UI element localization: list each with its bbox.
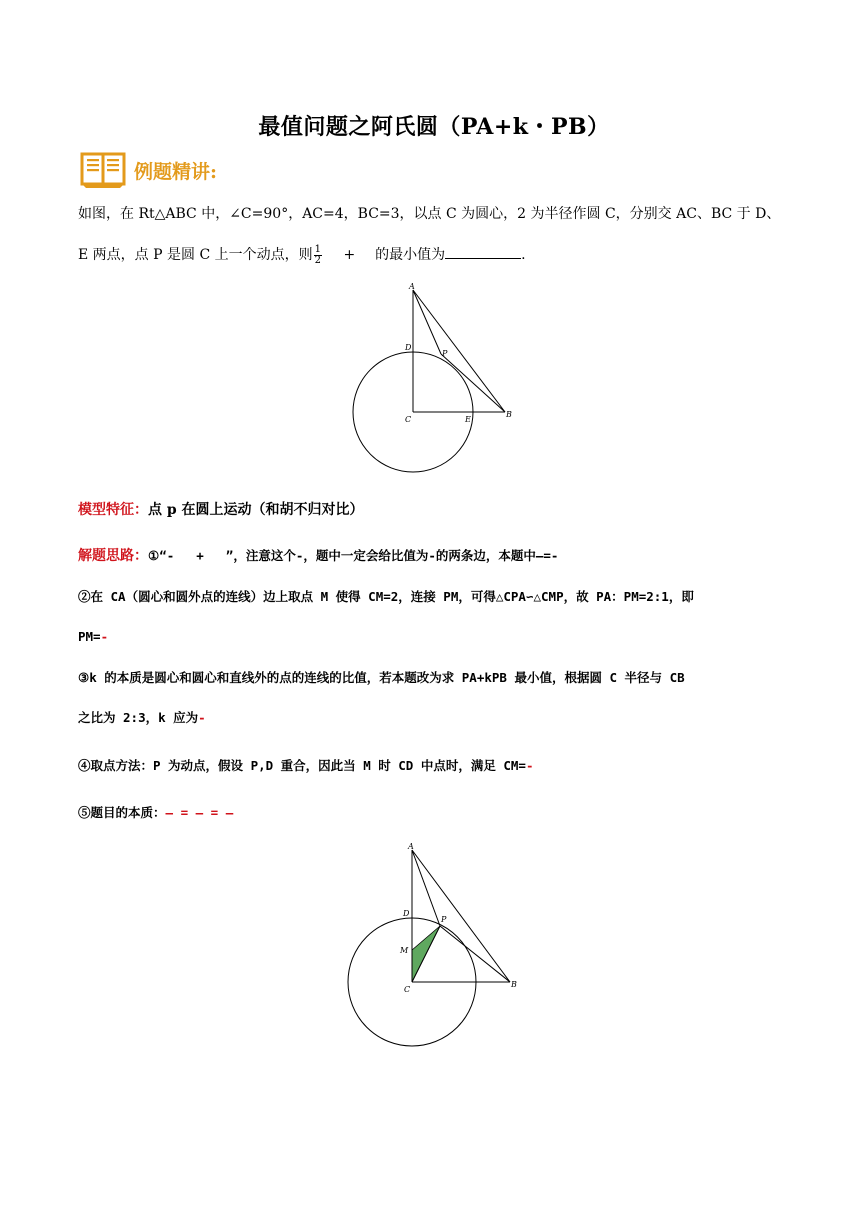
step3-red: - bbox=[198, 710, 206, 725]
label-p: P bbox=[442, 349, 448, 358]
segment-ab bbox=[412, 850, 510, 982]
segment-ap bbox=[412, 850, 440, 926]
fraction-numerator: 1 bbox=[314, 243, 321, 255]
step5-red: — = — = — bbox=[165, 805, 234, 820]
problem-text-tail: 的最小值为 bbox=[375, 247, 446, 263]
figure-2 bbox=[340, 838, 530, 1053]
solution-step-3-line-2 bbox=[78, 708, 793, 728]
label-m: M bbox=[400, 946, 409, 955]
solution-step-4 bbox=[78, 756, 793, 776]
problem-period: . bbox=[521, 247, 526, 263]
solution-step-2-line-2 bbox=[78, 627, 793, 647]
label-c: C bbox=[405, 415, 412, 424]
label-d: D bbox=[403, 909, 410, 918]
step4-red: - bbox=[525, 758, 534, 773]
page-title: 最值问题之阿氏圆（PA+k・PB） bbox=[258, 114, 610, 140]
solution-step-1 bbox=[78, 546, 793, 566]
segment-pb bbox=[441, 354, 505, 412]
segment-ab bbox=[413, 290, 505, 412]
label-a: A bbox=[409, 282, 415, 291]
label-b: B bbox=[506, 410, 512, 419]
problem-line-1: 如图，在 Rt△ABC 中，∠C=90°，AC=4，BC=3，以点 C 为圆心，2 为半径作圆 C，分别交 AC、BC 于 D、 bbox=[78, 206, 781, 222]
solution-step-2-line-1: ②在 CA（圆心和圆外点的连线）边上取点 M 使得 CM=2，连接 PM，可得△CPA∽△CMP，故 PA：PM=2:1，即 bbox=[78, 589, 694, 604]
step4-text: ④取点方法：P 为动点，假设 P,D 重合，因此当 M 时 CD 中点时，满足 CM= bbox=[78, 758, 526, 773]
label-a: A bbox=[408, 842, 414, 851]
answer-blank[interactable] bbox=[445, 244, 521, 259]
model-feature bbox=[78, 500, 793, 520]
model-text: 点 p 在圆上运动（和胡不归对比） bbox=[148, 502, 364, 518]
step1-part-c: ”，注意这个-，题中一定会给比值为-的两条边，本题中—=- bbox=[225, 548, 559, 563]
step1-part-b: + bbox=[196, 548, 204, 563]
step2-red: - bbox=[100, 629, 109, 644]
fraction-denominator: 2 bbox=[314, 254, 321, 266]
label-c: C bbox=[404, 985, 411, 994]
solution-label: 解题思路： bbox=[78, 548, 148, 564]
label-e: E bbox=[465, 415, 471, 424]
label-p: P bbox=[441, 915, 447, 924]
label-d: D bbox=[405, 343, 412, 352]
solution-step-3-line-1: ③k 的本质是圆心和圆心和直线外的点的连线的比值，若本题改为求 PA+kPB 最小值，根据圆 C 半径与 CB bbox=[78, 670, 685, 685]
label-b: B bbox=[511, 980, 517, 989]
step5-text: ⑤题目的本质： bbox=[78, 805, 166, 820]
step2-text: PM= bbox=[78, 629, 101, 644]
section-label: 例题精讲: bbox=[134, 160, 218, 183]
problem-line-2 bbox=[78, 244, 793, 266]
step1-part-a: ①“- bbox=[148, 548, 175, 563]
step3-text: 之比为 2:3，k 应为 bbox=[78, 710, 199, 725]
plus-sign: + bbox=[343, 247, 356, 263]
fraction bbox=[314, 245, 322, 266]
book-icon bbox=[80, 151, 126, 189]
model-label: 模型特征： bbox=[78, 502, 148, 518]
figure-1 bbox=[345, 280, 525, 480]
section-header bbox=[80, 150, 217, 190]
solution-step-5 bbox=[78, 803, 793, 823]
problem-text: E 两点，点 P 是圆 C 上一个动点，则 bbox=[78, 247, 313, 263]
